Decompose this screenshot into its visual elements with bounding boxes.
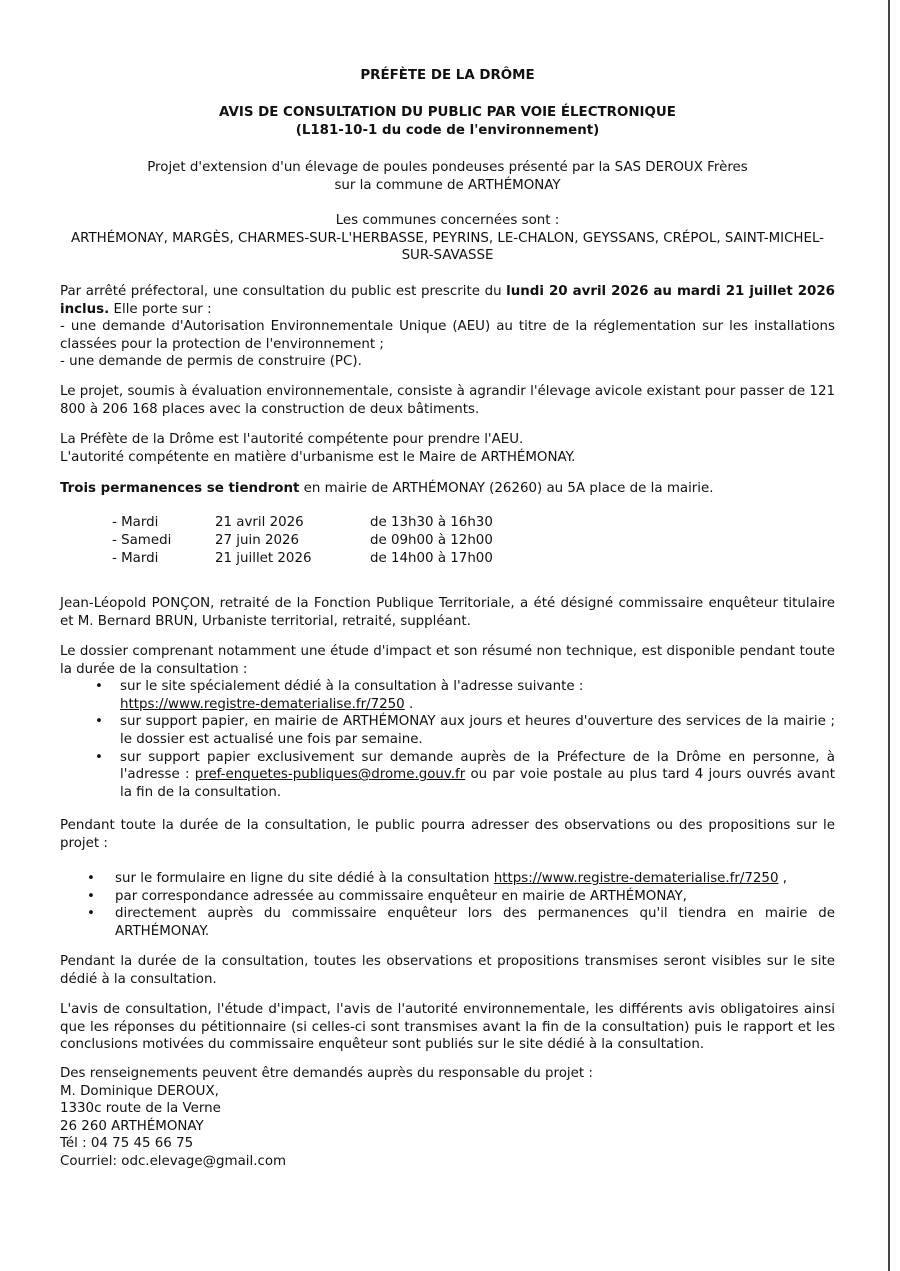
permanences-intro — [60, 480, 835, 498]
consultation-dates: lundi 20 avril 2026 au mardi 21 juillet 2026 inclus. — [60, 284, 835, 317]
contact-address-line-1: 1330c route de la Verne — [60, 1101, 221, 1117]
schedule-date: 21 juillet 2026 — [215, 551, 312, 566]
prefecture-heading: PRÉFÈTE DE LA DRÔME — [360, 68, 535, 83]
observations-item-permanence: • directement auprès du commissaire enquêteur lors des permanences qu'il tiendra en mairie de ARTHÉMONAY. — [60, 905, 835, 940]
observations-item-mail: • par correspondance adressée au commissaire enquêteur en mairie de ARTHÉMONAY, — [60, 888, 835, 906]
visibility-paragraph: Pendant la durée de la consultation, toutes les observations et propositions transmises seront visibles sur le site dédié à la consultation. — [60, 954, 835, 987]
communes-list: ARTHÉMONAY, MARGÈS, CHARMES-SUR-L'HERBASSE, PEYRINS, LE-CHALON, GEYSSANS, CRÉPOL, SAINT-MICHEL-SUR-SAVASSE — [70, 230, 825, 264]
authority-line-2: L'autorité compétente en matière d'urbanisme est le Maire de ARTHÉMONAY. — [60, 449, 576, 465]
permanences-schedule — [112, 514, 570, 568]
commissaire-paragraph: Jean-Léopold PONÇON, retraité de la Fonction Publique Territoriale, a été désigné commissaire enquêteur titulaire et M. Bernard BRUN, Urbaniste territorial, retraité, suppléant. — [60, 596, 835, 629]
permanences-intro-bold: Trois permanences se tiendront — [60, 481, 300, 496]
permanences-intro-rest: en mairie de ARTHÉMONAY (26260) au 5A place de la mairie. — [299, 481, 714, 496]
notice-title: AVIS DE CONSULTATION DU PUBLIC PAR VOIE ÉLECTRONIQUE — [219, 105, 676, 120]
dossier-list — [60, 678, 835, 801]
schedule-day: - Samedi — [112, 533, 172, 548]
notice-subtitle: (L181-10-1 du code de l'environnement) — [295, 122, 600, 138]
dossier-item-prefecture-end: ou par voie postale au plus tard 4 jours ouvrés avant la fin de la consultation. — [120, 767, 835, 800]
dossier-item-online-text: sur le site spécialement dédié à la consultation à l'adresse suivante : — [120, 679, 584, 695]
dossier-item-prefecture — [60, 749, 835, 802]
schedule-row — [112, 514, 570, 532]
arrete-intro — [60, 283, 835, 318]
arrete-paragraph — [60, 283, 835, 371]
communes-intro: Les communes concernées sont : — [335, 213, 560, 228]
contact-email: Courriel: odc.elevage@gmail.com — [60, 1153, 287, 1169]
contact-intro: Des renseignements peuvent être demandés auprès du responsable du projet : — [60, 1066, 593, 1081]
arrete-item-pc: - une demande de permis de construire (PC). — [60, 354, 362, 370]
dossier-item-prefecture-text: sur support papier exclusivement sur demande auprès de la Préfecture de la Drôme en personne, à l'adresse : — [120, 749, 835, 783]
authority-paragraph — [60, 431, 835, 466]
publication-paragraph: L'avis de consultation, l'étude d'impact, l'avis de l'autorité environnementale, les différents avis obligatoires ainsi que les réponses du pétitionnaire (si celles-ci sont transmises avant la fin de la consultation) puis le rapport et les conclusions motivées du commissaire enquêteur sont publiés sur le site dédié à la consultation. — [60, 1002, 835, 1053]
authority-line-1: La Préfète de la Drôme est l'autorité compétente pour prendre l'AEU. — [60, 432, 524, 447]
registre-link[interactable]: https://www.registre-dematerialise.fr/7250 — [120, 696, 405, 712]
project-description: Le projet, soumis à évaluation environnementale, consiste à agrandir l'élevage avicole existant pour passer de 121 800 à 206 168 places avec la construction de deux bâtiments. — [60, 384, 835, 417]
observations-item-online — [60, 870, 835, 888]
project-heading — [60, 159, 835, 194]
arrete-item-aeu: - une demande d'Autorisation Environnementale Unique (AEU) au titre de la réglementation sur les installations classées pour la protection de l'environnement ; — [60, 319, 835, 352]
arrete-text: Par arrêté préfectoral, une consultation du public est prescrite du — [60, 284, 507, 299]
schedule-hours: de 09h00 à 12h00 — [370, 533, 493, 548]
dossier-item-online — [60, 678, 835, 713]
arrete-text-end: Elle porte sur : — [109, 301, 212, 317]
scan-page-edge — [888, 0, 890, 1271]
contact-address-line-2: 26 260 ARTHÉMONAY — [60, 1118, 204, 1134]
schedule-day: - Mardi — [112, 551, 159, 566]
schedule-row — [112, 550, 570, 568]
schedule-day: - Mardi — [112, 515, 159, 530]
schedule-date: 21 avril 2026 — [215, 515, 304, 530]
dossier-item-online-end: . — [404, 696, 414, 712]
dossier-item-mairie: • sur support papier, en mairie de ARTHÉMONAY aux jours et heures d'ouverture des services de la mairie ; le dossier est actualisé une fois par semaine. — [60, 713, 835, 748]
observations-intro: Pendant toute la durée de la consultation, le public pourra adresser des observations ou des propositions sur le projet : — [60, 818, 835, 851]
project-line-1: Projet d'extension d'un élevage de poules pondeuses présenté par la SAS DEROUX Frères — [147, 160, 748, 175]
registre-form-link[interactable]: https://www.registre-dematerialise.fr/7250 — [493, 871, 779, 887]
schedule-row — [112, 532, 570, 550]
prefecture-email-link[interactable]: pref-enquetes-publiques@drome.gouv.fr — [194, 767, 466, 783]
schedule-hours: de 13h30 à 16h30 — [370, 515, 493, 530]
communes-block — [60, 212, 835, 265]
dossier-intro: Le dossier comprenant notamment une étude d'impact et son résumé non technique, est disponible pendant toute la durée de la consultation : — [60, 644, 835, 677]
contact-name: M. Dominique DEROUX, — [60, 1083, 219, 1099]
observations-list — [60, 870, 835, 940]
notice-title-block — [60, 104, 835, 139]
contact-phone: Tél : 04 75 45 66 75 — [60, 1136, 194, 1152]
schedule-date: 27 juin 2026 — [215, 533, 300, 548]
dossier-paragraph — [60, 643, 835, 801]
project-line-2: sur la commune de ARTHÉMONAY — [334, 177, 561, 193]
observations-item-online-end: , — [778, 871, 787, 887]
observations-paragraph — [60, 817, 835, 941]
schedule-hours: de 14h00 à 17h00 — [370, 551, 493, 566]
contact-block — [60, 1065, 835, 1171]
observations-item-online-text: sur le formulaire en ligne du site dédié à la consultation — [115, 871, 494, 887]
